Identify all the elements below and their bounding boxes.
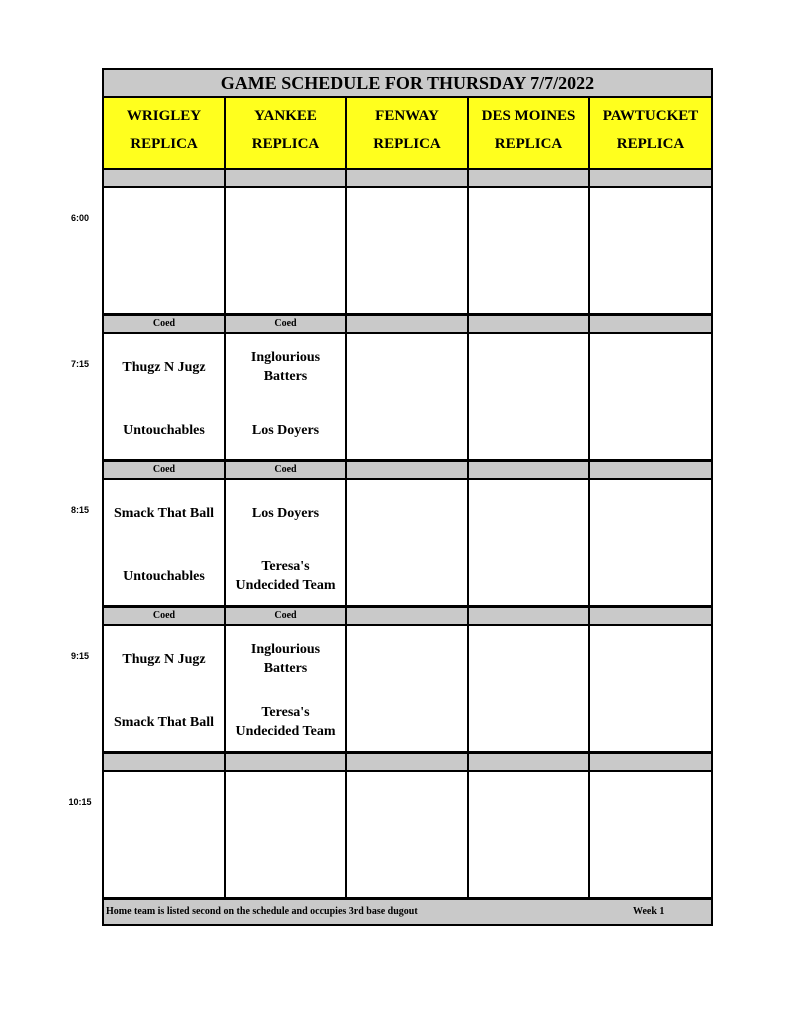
division-strip: [347, 316, 469, 334]
division-strip: Coed: [226, 316, 347, 334]
division-strip: [590, 170, 711, 188]
away-team: Thugz N Jugz: [122, 360, 206, 375]
away-team: Inglourious Batters: [250, 642, 321, 676]
field-header: [469, 98, 590, 170]
time-label: 8:15: [70, 505, 89, 515]
division-strip: [469, 316, 590, 334]
game-cell: [226, 188, 347, 316]
game-cell: [590, 334, 711, 462]
field-name: YANKEE: [254, 108, 317, 124]
home-team: Untouchables: [123, 569, 205, 584]
field-header: [590, 98, 711, 170]
field-name: FENWAY: [375, 108, 439, 124]
game-cell: [469, 772, 590, 900]
game-cell: [104, 334, 226, 462]
game-cell: [590, 188, 711, 316]
division-strip: [469, 170, 590, 188]
game-cell: [104, 480, 226, 608]
game-cell: [347, 188, 469, 316]
away-team: Inglourious Batters: [250, 350, 321, 384]
home-team: Teresa's Undecided Team: [235, 705, 336, 739]
division-strip: Coed: [104, 608, 226, 626]
game-cell: [104, 626, 226, 754]
field-type: REPLICA: [373, 136, 441, 152]
division-strip: [347, 608, 469, 626]
away-team: Los Doyers: [251, 506, 320, 521]
away-team: Thugz N Jugz: [122, 652, 206, 667]
footer-note: Home team is listed second on the schedule and occupies 3rd base dugout: [106, 906, 418, 917]
home-team: Smack That Ball: [113, 715, 215, 730]
division-strip: [469, 754, 590, 772]
game-cell: [469, 334, 590, 462]
division-strip: [104, 170, 226, 188]
time-label: 9:15: [70, 651, 89, 661]
division-strip: [469, 608, 590, 626]
footer-bar: [104, 899, 711, 924]
division-strip: [226, 754, 347, 772]
division-strip: [347, 170, 469, 188]
game-cell: [347, 334, 469, 462]
division-strip: Coed: [104, 316, 226, 334]
division-strip: [347, 462, 469, 480]
division-strip: [590, 316, 711, 334]
time-label: 10:15: [68, 797, 92, 807]
game-cell: [347, 626, 469, 754]
field-header: [104, 98, 226, 170]
game-cell: [226, 480, 347, 608]
field-header: [347, 98, 469, 170]
time-label: 6:00: [70, 213, 89, 223]
game-cell: [104, 188, 226, 316]
division-strip: [226, 170, 347, 188]
field-name: PAWTUCKET: [602, 108, 699, 124]
time-label: 7:15: [70, 359, 89, 369]
division-strip: [590, 462, 711, 480]
game-cell: [590, 626, 711, 754]
game-cell: [104, 772, 226, 900]
field-name: WRIGLEY: [126, 108, 202, 124]
away-team: Smack That Ball: [113, 506, 215, 521]
game-cell: [226, 626, 347, 754]
week-label: Week 1: [633, 906, 665, 917]
field-type: REPLICA: [616, 136, 685, 152]
game-cell: [226, 772, 347, 900]
game-cell: [347, 772, 469, 900]
field-type: REPLICA: [251, 136, 320, 152]
game-cell: [226, 334, 347, 462]
schedule-title: GAME SCHEDULE FOR THURSDAY 7/7/2022: [104, 70, 711, 98]
game-cell: [469, 626, 590, 754]
game-cell: [590, 772, 711, 900]
division-strip: Coed: [226, 462, 347, 480]
game-cell: [347, 480, 469, 608]
field-type: REPLICA: [130, 136, 198, 152]
home-team: Los Doyers: [251, 423, 320, 438]
division-strip: [590, 754, 711, 772]
division-strip: [590, 608, 711, 626]
game-cell: [469, 188, 590, 316]
schedule-sheet: [102, 68, 713, 926]
game-cell: [590, 480, 711, 608]
home-team: Teresa's Undecided Team: [235, 559, 336, 593]
field-name: DES MOINES: [481, 108, 576, 124]
division-strip: Coed: [104, 462, 226, 480]
home-team: Untouchables: [123, 423, 205, 438]
division-strip: [347, 754, 469, 772]
division-strip: [469, 462, 590, 480]
game-cell: [469, 480, 590, 608]
division-strip: [104, 754, 226, 772]
field-type: REPLICA: [494, 136, 563, 152]
division-strip: Coed: [226, 608, 347, 626]
field-header: [226, 98, 347, 170]
